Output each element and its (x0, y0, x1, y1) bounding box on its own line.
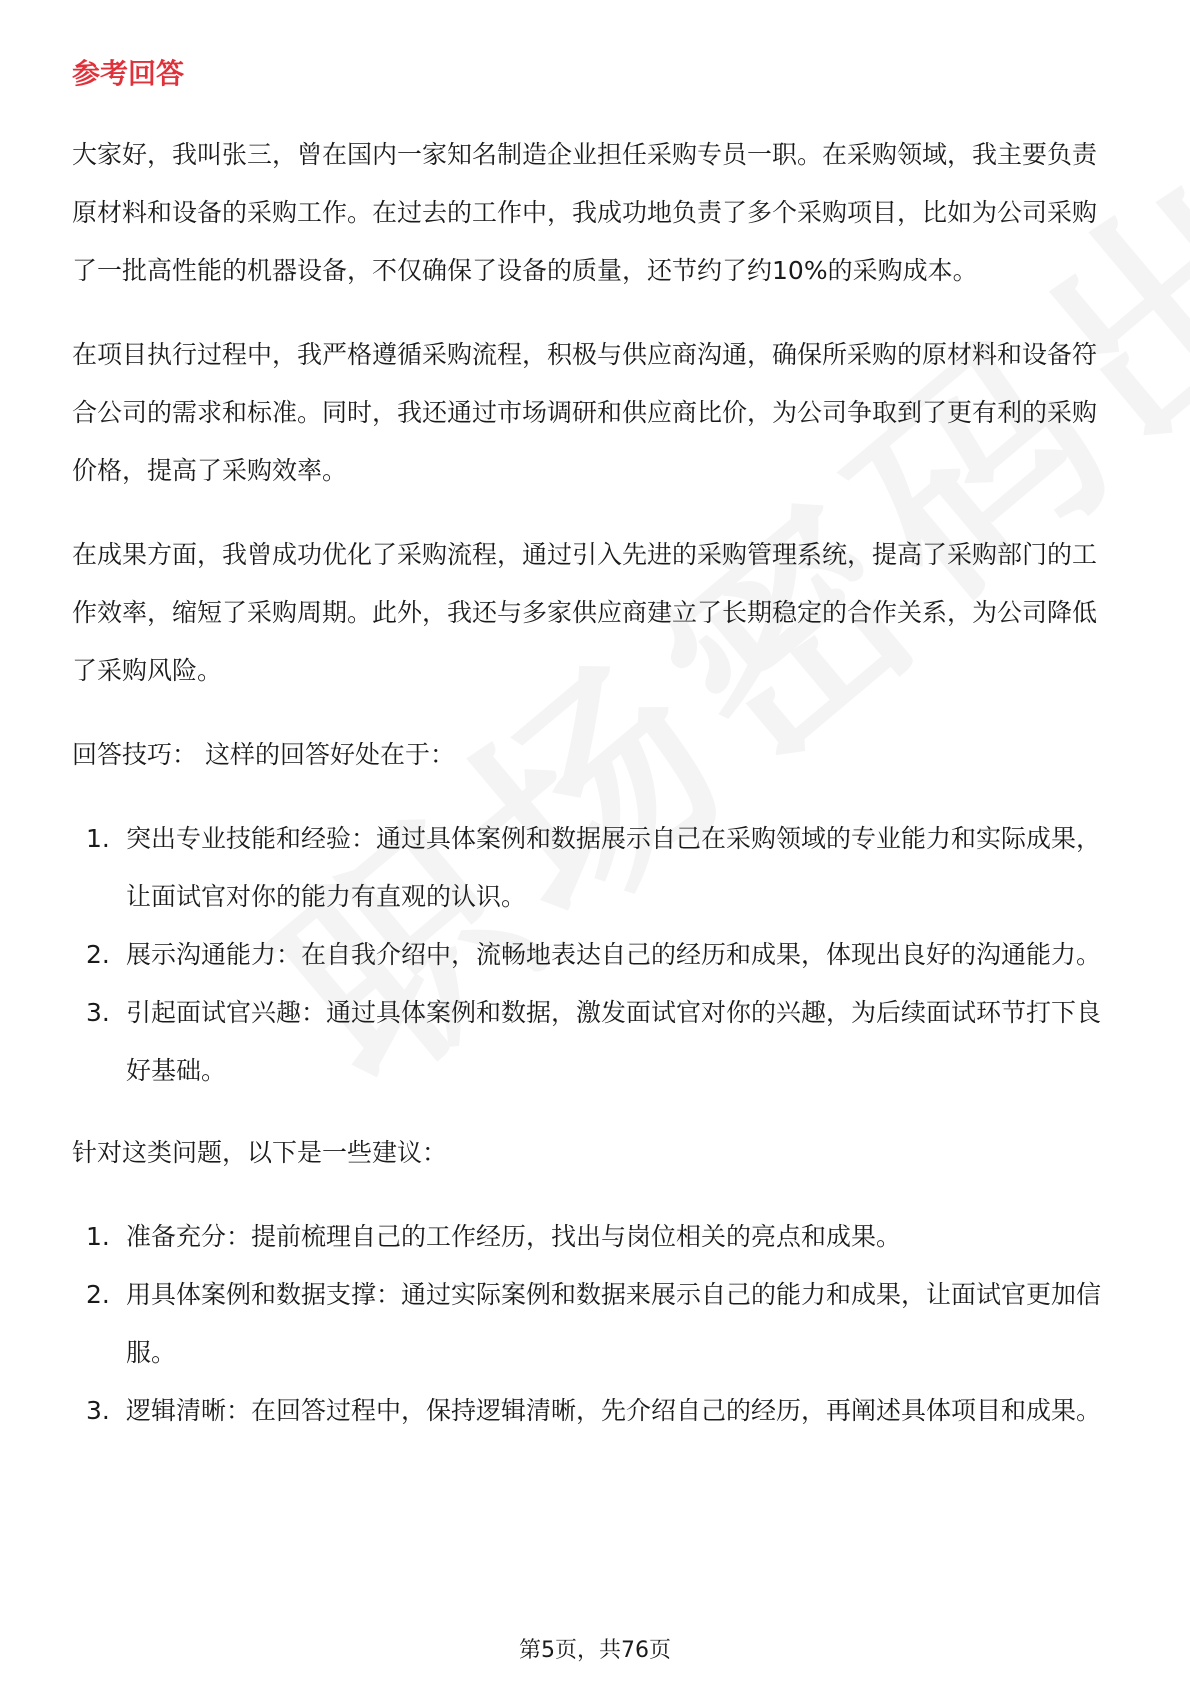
answer-paragraph-2: 在项目执行过程中，我严格遵循采购流程，积极与供应商沟通，确保所采购的原材料和设备符合公司的需求和标准。同时，我还通过市场调研和供应商比价，为公司争取到了更有利的采购价格，提高了采购效率。 (72, 340, 1098, 485)
suggestions-list (72, 1208, 1120, 1440)
answer-paragraph-3: 在成果方面，我曾成功优化了采购流程，通过引入先进的采购管理系统，提高了采购部门的工作效率，缩短了采购周期。此外，我还与多家供应商建立了长期稳定的合作关系，为公司降低了采购风险。 (72, 540, 1098, 685)
list-item-text: 逻辑清晰：在回答过程中，保持逻辑清晰，先介绍自己的经历，再阐述具体项目和成果。 (126, 1396, 1102, 1425)
list-item (72, 926, 1120, 984)
list-item-text: 展示沟通能力：在自我介绍中，流畅地表达自己的经历和成果，体现出良好的沟通能力。 (126, 940, 1102, 969)
list-item-text: 用具体案例和数据支撑：通过实际案例和数据来展示自己的能力和成果，让面试官更加信服。 (126, 1280, 1102, 1367)
answer-paragraph-1: 大家好，我叫张三，曾在国内一家知名制造企业担任采购专员一职。在采购领域，我主要负责原材料和设备的采购工作。在过去的工作中，我成功地负责了多个采购项目，比如为公司采购了一批高性能的机器设备，不仅确保了设备的质量，还节约了约10%的采购成本。 (72, 140, 1098, 285)
section-heading: 参考回答 (72, 57, 185, 90)
list-item (72, 1266, 1120, 1382)
list-number: 2. (86, 940, 110, 969)
list-number: 1. (86, 824, 110, 853)
suggestions-intro: 针对这类问题，以下是一些建议： (72, 1138, 448, 1167)
list-item (72, 1208, 1120, 1266)
tips-intro: 回答技巧： 这样的回答好处在于： (72, 740, 455, 769)
list-item-text: 突出专业技能和经验：通过具体案例和数据展示自己在采购领域的专业能力和实际成果，让面试官对你的能力有直观的认识。 (126, 824, 1102, 911)
list-item (72, 1382, 1120, 1440)
list-item-text: 引起面试官兴趣：通过具体案例和数据，激发面试官对你的兴趣，为后续面试环节打下良好基础。 (126, 998, 1102, 1085)
list-item (72, 810, 1120, 926)
list-number: 2. (86, 1280, 110, 1309)
list-number: 3. (86, 1396, 110, 1425)
list-item (72, 984, 1120, 1100)
tips-list (72, 810, 1120, 1100)
page-content (72, 40, 1120, 1464)
list-item-text: 准备充分：提前梳理自己的工作经历，找出与岗位相关的亮点和成果。 (126, 1222, 902, 1251)
list-number: 3. (86, 998, 110, 1027)
list-number: 1. (86, 1222, 110, 1251)
page-number: 第5页，共76页 (519, 1638, 671, 1663)
